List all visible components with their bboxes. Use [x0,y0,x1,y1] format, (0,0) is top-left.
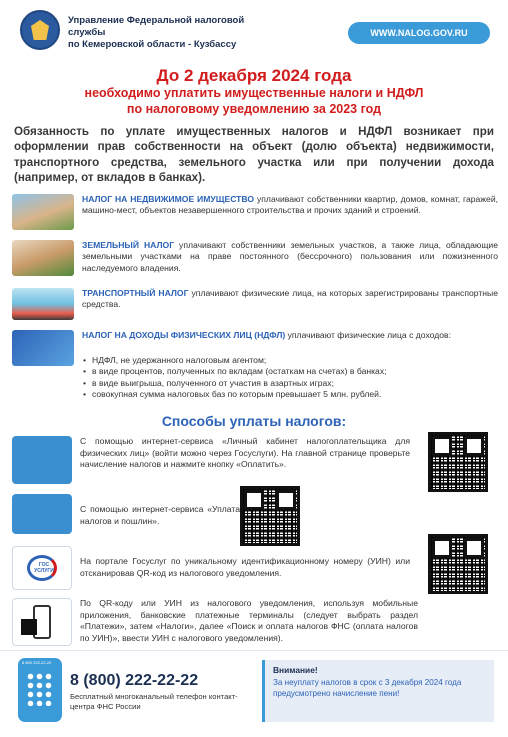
phone-icon-label: 8 800 222-22-22 [22,660,52,665]
payment-methods-title: Способы уплаты налогов: [161,413,347,429]
tax-transport-desc: уплачивают физические лица, на которых зарегистрированы транспортные средства. [82,288,498,310]
warning-title: Внимание! [273,665,318,675]
list-item: • НДФЛ, не удержанного налоговым агентом; [82,355,498,366]
header [0,0,508,58]
payment-way-gosuslugi-text: На портале Госуслуг по уникальному идентификационному номеру (УИН) или отсканировав QR-код из налогового уведомления. [80,556,410,578]
qr-code-lk[interactable] [428,432,488,492]
tax-transport-text [82,288,498,311]
qr-code-service[interactable] [240,486,300,546]
subtitle-line-1: необходимо уплатить имущественные налоги и НДФЛ [84,86,424,100]
fns-emblem-icon [20,10,60,50]
phone-keypad-icon [18,658,62,722]
payment-way-lk-text: С помощью интернет-сервиса «Личный кабинет налогоплательщика для физических лиц» (войти можно через Госуслуги). На главной странице проверьте начисление налогов и нажмите кнопку «Оплатить». [80,436,410,469]
tax-property-text [82,194,498,217]
house-image [12,194,74,230]
card-payment-icon [12,494,72,534]
list-item: • совокупная сумма налоговых баз по которым превышает 5 млн. рублей. [82,389,498,400]
land-image [12,240,74,276]
tax-transport-name: ТРАНСПОРТНЫЙ НАЛОГ [82,288,189,298]
phone-qr-scan-icon [12,598,72,646]
warning-text: За неуплату налогов в срок с 3 декабря 2024 года предусмотрено начисление пени! [273,678,462,698]
org-line-1: Управление Федеральной налоговой службы [68,15,245,38]
list-item: • в виде выигрыша, полученного от участия в азартных играх; [82,378,498,389]
tax-ndfl-text [82,330,498,341]
tax-property-name: НАЛОГ НА НЕДВИЖИМОЕ ИМУЩЕСТВО [82,194,255,204]
intro-paragraph: Обязанность по уплате имущественных налогов и НДФЛ возникает при оформлении прав собственности на объект (долю объекта) недвижимости, транспортного средства, земельного участка или при получении дохода (например, от вкладов в банках). [14,125,494,184]
tax-land-text [82,240,498,274]
organization-name [68,15,268,51]
tax-land-name: ЗЕМЕЛЬНЫЙ НАЛОГ [82,240,175,250]
list-item: • в виде процентов, полученных по вкладам (остаткам на счетах) в банках; [82,366,498,377]
tax-transport [12,288,498,322]
qr-code-gosuslugi[interactable] [428,534,488,594]
tax-ndfl-desc: уплачивают физические лица с доходов: [285,330,451,340]
footer-divider [0,650,508,651]
subtitle-line-2: по налоговому уведомлению за 2023 год [126,102,382,116]
gosuslugi-label: ГОС УСЛУГИ [34,562,54,574]
payment-way-gosuslugi [12,546,498,592]
payment-way-lk [12,434,498,490]
website-link[interactable]: WWW.NALOG.GOV.RU [348,22,490,44]
tax-land-desc: уплачивают собственники земельных участков, а также лица, обладающие земельными участками на праве постоянного (бессрочного) пользования или пожизненного наследуемого владения. [82,240,498,273]
tax-land [12,240,498,280]
ndfl-image [12,330,74,366]
org-line-2: по Кемеровской области - Кузбассу [68,39,237,50]
payment-way-qr [12,598,498,652]
hotline-phone[interactable]: 8 (800) 222-22-22 [70,672,199,689]
ndfl-income-list [82,355,498,401]
car-image [12,288,74,320]
payment-way-service-text: С помощью интернет-сервиса «Уплата налогов и пошлин». [80,504,240,526]
payment-way-qr-text: По QR-коду или УИН из налогового уведомления, используя мобильные приложения, банковские платежные терминалы (следует выбрать раздел «Платежи», затем «Налоги», далее «Поиск и оплата налогов ФНС (оплата налогов по УИН)», ввести УИН с налогового уведомления). [80,598,418,643]
hotline-description: Бесплатный многоканальный телефон контакт-центра ФНС России [70,692,238,711]
deadline-title: До 2 декабря 2024 года [156,66,352,85]
gosuslugi-logo-icon [12,546,72,590]
personal-account-icon [12,436,72,484]
tax-property [12,194,498,234]
warning-box [262,660,494,722]
tax-ndfl-name: НАЛОГ НА ДОХОДЫ ФИЗИЧЕСКИХ ЛИЦ (НДФЛ) [82,330,286,340]
tax-property-desc: уплачивают собственники квартир, домов, комнат, гаражей, машино-мест, объектов незавершенного строительства и прочих зданий и строений. [82,194,499,216]
tax-ndfl [12,330,498,406]
